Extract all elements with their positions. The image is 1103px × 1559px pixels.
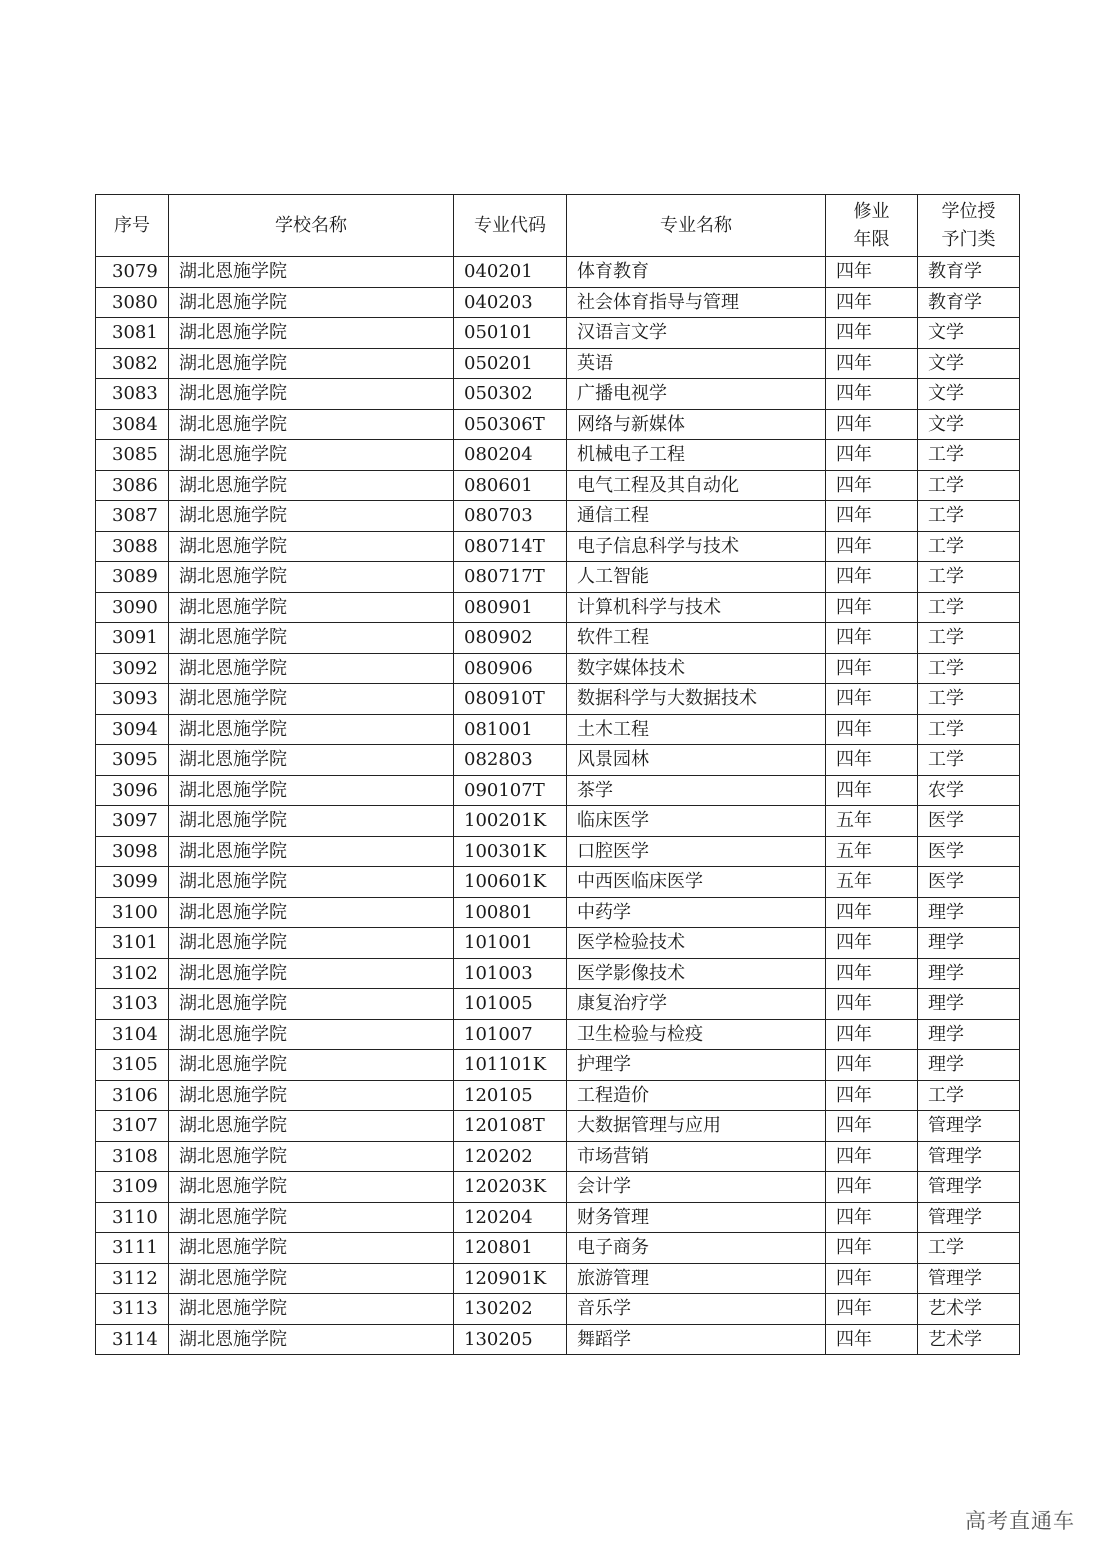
cell-school: 湖北恩施学院 xyxy=(169,867,454,898)
cell-seq: 3112 xyxy=(96,1263,169,1294)
table-row xyxy=(96,684,1020,715)
table-row xyxy=(96,653,1020,684)
cell-degree: 文学 xyxy=(918,379,1020,410)
cell-duration: 四年 xyxy=(826,257,918,288)
cell-major: 中西医临床医学 xyxy=(567,867,826,898)
cell-major: 茶学 xyxy=(567,775,826,806)
cell-seq: 3095 xyxy=(96,745,169,776)
table-row xyxy=(96,867,1020,898)
cell-major: 社会体育指导与管理 xyxy=(567,287,826,318)
cell-seq: 3104 xyxy=(96,1019,169,1050)
table-header-row xyxy=(96,195,1020,257)
cell-seq: 3084 xyxy=(96,409,169,440)
cell-degree: 艺术学 xyxy=(918,1324,1020,1355)
cell-degree: 管理学 xyxy=(918,1141,1020,1172)
cell-seq: 3087 xyxy=(96,501,169,532)
cell-major: 医学影像技术 xyxy=(567,958,826,989)
cell-code: 080204 xyxy=(454,440,567,471)
cell-code: 130202 xyxy=(454,1294,567,1325)
cell-code: 101101K xyxy=(454,1050,567,1081)
cell-major: 旅游管理 xyxy=(567,1263,826,1294)
header-duration-line1: 修业 xyxy=(853,200,890,222)
cell-major: 中药学 xyxy=(567,897,826,928)
cell-major: 风景园林 xyxy=(567,745,826,776)
table-row xyxy=(96,806,1020,837)
table-row xyxy=(96,1172,1020,1203)
cell-school: 湖北恩施学院 xyxy=(169,745,454,776)
cell-seq: 3090 xyxy=(96,592,169,623)
table-row xyxy=(96,958,1020,989)
cell-degree: 管理学 xyxy=(918,1172,1020,1203)
cell-duration: 四年 xyxy=(826,562,918,593)
cell-duration: 四年 xyxy=(826,409,918,440)
cell-seq: 3100 xyxy=(96,897,169,928)
cell-school: 湖北恩施学院 xyxy=(169,623,454,654)
cell-code: 100801 xyxy=(454,897,567,928)
cell-major: 医学检验技术 xyxy=(567,928,826,959)
cell-seq: 3096 xyxy=(96,775,169,806)
cell-seq: 3085 xyxy=(96,440,169,471)
cell-seq: 3079 xyxy=(96,257,169,288)
table-row xyxy=(96,531,1020,562)
cell-duration: 四年 xyxy=(826,1294,918,1325)
cell-code: 080910T xyxy=(454,684,567,715)
cell-duration: 四年 xyxy=(826,592,918,623)
cell-code: 120203K xyxy=(454,1172,567,1203)
cell-seq: 3113 xyxy=(96,1294,169,1325)
cell-degree: 工学 xyxy=(918,592,1020,623)
table-row xyxy=(96,257,1020,288)
cell-duration: 四年 xyxy=(826,531,918,562)
cell-major: 电子信息科学与技术 xyxy=(567,531,826,562)
cell-seq: 3089 xyxy=(96,562,169,593)
cell-code: 082803 xyxy=(454,745,567,776)
cell-code: 120202 xyxy=(454,1141,567,1172)
cell-major: 工程造价 xyxy=(567,1080,826,1111)
table-row xyxy=(96,1202,1020,1233)
cell-code: 120105 xyxy=(454,1080,567,1111)
cell-degree: 农学 xyxy=(918,775,1020,806)
cell-duration: 四年 xyxy=(826,897,918,928)
cell-code: 120901K xyxy=(454,1263,567,1294)
cell-code: 080717T xyxy=(454,562,567,593)
cell-school: 湖北恩施学院 xyxy=(169,1324,454,1355)
cell-school: 湖北恩施学院 xyxy=(169,684,454,715)
cell-duration: 四年 xyxy=(826,684,918,715)
cell-major: 机械电子工程 xyxy=(567,440,826,471)
cell-code: 080902 xyxy=(454,623,567,654)
cell-code: 090107T xyxy=(454,775,567,806)
majors-table xyxy=(95,194,1020,1355)
cell-seq: 3086 xyxy=(96,470,169,501)
cell-degree: 工学 xyxy=(918,653,1020,684)
cell-duration: 四年 xyxy=(826,1172,918,1203)
cell-school: 湖北恩施学院 xyxy=(169,897,454,928)
cell-code: 100301K xyxy=(454,836,567,867)
cell-seq: 3092 xyxy=(96,653,169,684)
cell-degree: 文学 xyxy=(918,409,1020,440)
cell-duration: 四年 xyxy=(826,989,918,1020)
table-row xyxy=(96,1111,1020,1142)
table-row xyxy=(96,1324,1020,1355)
cell-seq: 3110 xyxy=(96,1202,169,1233)
cell-code: 100201K xyxy=(454,806,567,837)
cell-degree: 理学 xyxy=(918,1019,1020,1050)
cell-duration: 四年 xyxy=(826,348,918,379)
cell-seq: 3114 xyxy=(96,1324,169,1355)
cell-degree: 工学 xyxy=(918,745,1020,776)
header-duration-line2: 年限 xyxy=(853,228,890,250)
cell-degree: 工学 xyxy=(918,623,1020,654)
cell-seq: 3108 xyxy=(96,1141,169,1172)
cell-duration: 四年 xyxy=(826,714,918,745)
cell-duration: 四年 xyxy=(826,1080,918,1111)
header-major: 专业名称 xyxy=(567,195,826,257)
cell-code: 130205 xyxy=(454,1324,567,1355)
cell-duration: 四年 xyxy=(826,623,918,654)
cell-seq: 3081 xyxy=(96,318,169,349)
cell-duration: 四年 xyxy=(826,501,918,532)
cell-school: 湖北恩施学院 xyxy=(169,470,454,501)
cell-major: 护理学 xyxy=(567,1050,826,1081)
header-school: 学校名称 xyxy=(169,195,454,257)
cell-degree: 医学 xyxy=(918,867,1020,898)
cell-degree: 工学 xyxy=(918,562,1020,593)
cell-degree: 工学 xyxy=(918,470,1020,501)
cell-degree: 管理学 xyxy=(918,1263,1020,1294)
header-degree xyxy=(918,195,1020,257)
cell-major: 通信工程 xyxy=(567,501,826,532)
table-row xyxy=(96,1080,1020,1111)
cell-degree: 文学 xyxy=(918,348,1020,379)
table-row xyxy=(96,836,1020,867)
cell-major: 财务管理 xyxy=(567,1202,826,1233)
cell-seq: 3093 xyxy=(96,684,169,715)
cell-degree: 教育学 xyxy=(918,287,1020,318)
cell-duration: 四年 xyxy=(826,1111,918,1142)
cell-duration: 四年 xyxy=(826,318,918,349)
cell-major: 土木工程 xyxy=(567,714,826,745)
table-row xyxy=(96,775,1020,806)
cell-school: 湖北恩施学院 xyxy=(169,348,454,379)
cell-major: 市场营销 xyxy=(567,1141,826,1172)
cell-duration: 四年 xyxy=(826,1202,918,1233)
cell-seq: 3080 xyxy=(96,287,169,318)
cell-school: 湖北恩施学院 xyxy=(169,836,454,867)
cell-degree: 文学 xyxy=(918,318,1020,349)
cell-degree: 理学 xyxy=(918,928,1020,959)
header-degree-line1: 学位授 xyxy=(941,200,996,222)
cell-major: 网络与新媒体 xyxy=(567,409,826,440)
cell-code: 101005 xyxy=(454,989,567,1020)
cell-school: 湖北恩施学院 xyxy=(169,1111,454,1142)
cell-seq: 3107 xyxy=(96,1111,169,1142)
cell-school: 湖北恩施学院 xyxy=(169,806,454,837)
table-row xyxy=(96,562,1020,593)
cell-code: 100601K xyxy=(454,867,567,898)
cell-code: 050306T xyxy=(454,409,567,440)
cell-major: 汉语言文学 xyxy=(567,318,826,349)
table-row xyxy=(96,745,1020,776)
cell-school: 湖北恩施学院 xyxy=(169,928,454,959)
cell-school: 湖北恩施学院 xyxy=(169,318,454,349)
cell-seq: 3097 xyxy=(96,806,169,837)
cell-school: 湖北恩施学院 xyxy=(169,379,454,410)
table-row xyxy=(96,928,1020,959)
cell-duration: 四年 xyxy=(826,1324,918,1355)
cell-duration: 四年 xyxy=(826,958,918,989)
table-row xyxy=(96,1233,1020,1264)
cell-seq: 3102 xyxy=(96,958,169,989)
cell-degree: 理学 xyxy=(918,958,1020,989)
cell-duration: 四年 xyxy=(826,470,918,501)
cell-seq: 3083 xyxy=(96,379,169,410)
cell-degree: 管理学 xyxy=(918,1202,1020,1233)
cell-duration: 五年 xyxy=(826,867,918,898)
cell-degree: 医学 xyxy=(918,836,1020,867)
cell-school: 湖北恩施学院 xyxy=(169,287,454,318)
cell-code: 040203 xyxy=(454,287,567,318)
cell-seq: 3105 xyxy=(96,1050,169,1081)
cell-school: 湖北恩施学院 xyxy=(169,989,454,1020)
cell-school: 湖北恩施学院 xyxy=(169,440,454,471)
cell-code: 080901 xyxy=(454,592,567,623)
cell-duration: 四年 xyxy=(826,1019,918,1050)
cell-school: 湖北恩施学院 xyxy=(169,531,454,562)
cell-code: 050201 xyxy=(454,348,567,379)
table-row xyxy=(96,348,1020,379)
table-row xyxy=(96,440,1020,471)
cell-major: 口腔医学 xyxy=(567,836,826,867)
cell-degree: 管理学 xyxy=(918,1111,1020,1142)
table-row xyxy=(96,379,1020,410)
table-row xyxy=(96,1050,1020,1081)
cell-degree: 工学 xyxy=(918,684,1020,715)
cell-degree: 理学 xyxy=(918,897,1020,928)
table-row xyxy=(96,470,1020,501)
cell-school: 湖北恩施学院 xyxy=(169,653,454,684)
cell-degree: 艺术学 xyxy=(918,1294,1020,1325)
cell-duration: 四年 xyxy=(826,1263,918,1294)
cell-major: 临床医学 xyxy=(567,806,826,837)
cell-degree: 理学 xyxy=(918,989,1020,1020)
cell-school: 湖北恩施学院 xyxy=(169,958,454,989)
cell-seq: 3106 xyxy=(96,1080,169,1111)
cell-duration: 四年 xyxy=(826,1233,918,1264)
cell-school: 湖北恩施学院 xyxy=(169,562,454,593)
cell-school: 湖北恩施学院 xyxy=(169,501,454,532)
cell-seq: 3088 xyxy=(96,531,169,562)
cell-major: 广播电视学 xyxy=(567,379,826,410)
table-row xyxy=(96,1019,1020,1050)
cell-duration: 四年 xyxy=(826,440,918,471)
table-row xyxy=(96,897,1020,928)
cell-school: 湖北恩施学院 xyxy=(169,1080,454,1111)
cell-seq: 3103 xyxy=(96,989,169,1020)
table-row xyxy=(96,989,1020,1020)
cell-degree: 工学 xyxy=(918,440,1020,471)
cell-duration: 四年 xyxy=(826,1141,918,1172)
cell-duration: 四年 xyxy=(826,379,918,410)
cell-major: 卫生检验与检疫 xyxy=(567,1019,826,1050)
cell-duration: 四年 xyxy=(826,745,918,776)
table-row xyxy=(96,409,1020,440)
cell-code: 101001 xyxy=(454,928,567,959)
header-code: 专业代码 xyxy=(454,195,567,257)
cell-code: 080601 xyxy=(454,470,567,501)
cell-code: 101003 xyxy=(454,958,567,989)
cell-major: 体育教育 xyxy=(567,257,826,288)
cell-seq: 3094 xyxy=(96,714,169,745)
cell-major: 康复治疗学 xyxy=(567,989,826,1020)
cell-major: 计算机科学与技术 xyxy=(567,592,826,623)
cell-code: 050302 xyxy=(454,379,567,410)
cell-code: 050101 xyxy=(454,318,567,349)
cell-seq: 3101 xyxy=(96,928,169,959)
cell-seq: 3091 xyxy=(96,623,169,654)
cell-school: 湖北恩施学院 xyxy=(169,714,454,745)
cell-school: 湖北恩施学院 xyxy=(169,409,454,440)
cell-school: 湖北恩施学院 xyxy=(169,1172,454,1203)
cell-major: 舞蹈学 xyxy=(567,1324,826,1355)
cell-major: 电子商务 xyxy=(567,1233,826,1264)
table-body xyxy=(96,257,1020,1355)
cell-seq: 3099 xyxy=(96,867,169,898)
cell-duration: 四年 xyxy=(826,287,918,318)
cell-degree: 工学 xyxy=(918,501,1020,532)
cell-code: 101007 xyxy=(454,1019,567,1050)
cell-major: 会计学 xyxy=(567,1172,826,1203)
table-row xyxy=(96,501,1020,532)
cell-school: 湖北恩施学院 xyxy=(169,592,454,623)
cell-degree: 教育学 xyxy=(918,257,1020,288)
cell-school: 湖北恩施学院 xyxy=(169,1263,454,1294)
table-row xyxy=(96,1141,1020,1172)
cell-school: 湖北恩施学院 xyxy=(169,257,454,288)
cell-degree: 工学 xyxy=(918,714,1020,745)
cell-duration: 四年 xyxy=(826,775,918,806)
cell-code: 120108T xyxy=(454,1111,567,1142)
cell-school: 湖北恩施学院 xyxy=(169,1233,454,1264)
cell-code: 080703 xyxy=(454,501,567,532)
table-row xyxy=(96,714,1020,745)
cell-school: 湖北恩施学院 xyxy=(169,775,454,806)
cell-major: 大数据管理与应用 xyxy=(567,1111,826,1142)
cell-major: 电气工程及其自动化 xyxy=(567,470,826,501)
cell-major: 数据科学与大数据技术 xyxy=(567,684,826,715)
cell-school: 湖北恩施学院 xyxy=(169,1202,454,1233)
cell-code: 120801 xyxy=(454,1233,567,1264)
cell-duration: 五年 xyxy=(826,806,918,837)
watermark-text: 高考直通车 xyxy=(965,1509,1075,1533)
cell-major: 英语 xyxy=(567,348,826,379)
cell-major: 数字媒体技术 xyxy=(567,653,826,684)
table-row xyxy=(96,318,1020,349)
cell-code: 081001 xyxy=(454,714,567,745)
cell-seq: 3111 xyxy=(96,1233,169,1264)
cell-school: 湖北恩施学院 xyxy=(169,1050,454,1081)
cell-duration: 五年 xyxy=(826,836,918,867)
header-duration xyxy=(826,195,918,257)
cell-seq: 3098 xyxy=(96,836,169,867)
cell-code: 080906 xyxy=(454,653,567,684)
table-row xyxy=(96,287,1020,318)
table-row xyxy=(96,1263,1020,1294)
cell-duration: 四年 xyxy=(826,653,918,684)
cell-school: 湖北恩施学院 xyxy=(169,1141,454,1172)
table-row xyxy=(96,623,1020,654)
cell-degree: 医学 xyxy=(918,806,1020,837)
cell-major: 人工智能 xyxy=(567,562,826,593)
cell-seq: 3109 xyxy=(96,1172,169,1203)
cell-seq: 3082 xyxy=(96,348,169,379)
cell-degree: 理学 xyxy=(918,1050,1020,1081)
cell-code: 040201 xyxy=(454,257,567,288)
cell-degree: 工学 xyxy=(918,1233,1020,1264)
cell-major: 软件工程 xyxy=(567,623,826,654)
cell-degree: 工学 xyxy=(918,1080,1020,1111)
header-seq: 序号 xyxy=(96,195,169,257)
cell-major: 音乐学 xyxy=(567,1294,826,1325)
cell-duration: 四年 xyxy=(826,928,918,959)
cell-school: 湖北恩施学院 xyxy=(169,1019,454,1050)
cell-code: 080714T xyxy=(454,531,567,562)
table-row xyxy=(96,592,1020,623)
header-degree-line2: 予门类 xyxy=(941,228,996,250)
table-row xyxy=(96,1294,1020,1325)
cell-code: 120204 xyxy=(454,1202,567,1233)
cell-school: 湖北恩施学院 xyxy=(169,1294,454,1325)
cell-degree: 工学 xyxy=(918,531,1020,562)
cell-duration: 四年 xyxy=(826,1050,918,1081)
